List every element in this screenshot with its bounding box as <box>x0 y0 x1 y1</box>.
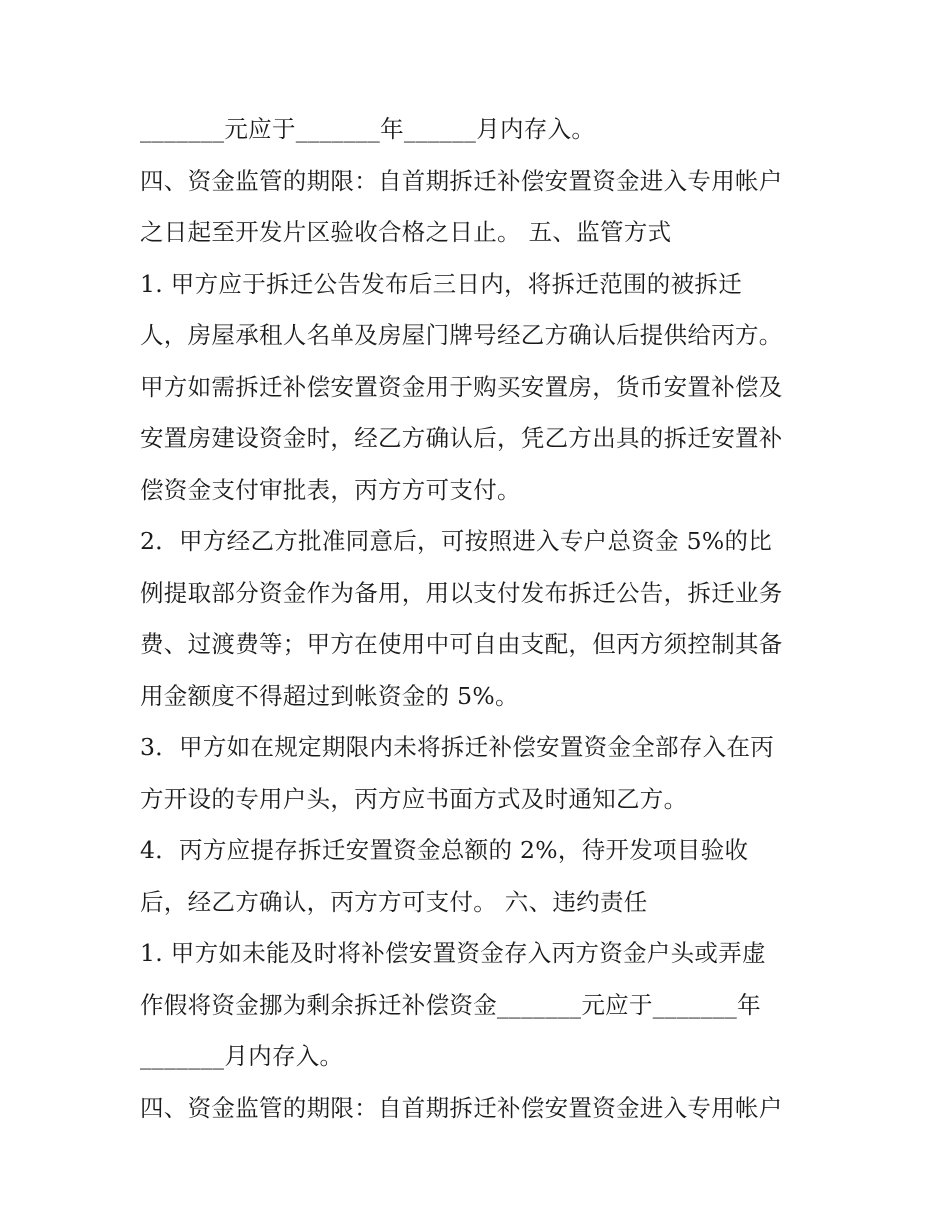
text-line: 四、资金监管的期限：自首期拆迁补偿安置资金进入专用帐户 <box>140 1093 783 1122</box>
text-line: 人，房屋承租人名单及房屋门牌号经乙方确认后提供给丙方。 <box>140 321 783 349</box>
text-line: 安置房建设资金时，经乙方确认后，凭乙方出具的拆迁安置补 <box>140 424 783 452</box>
text-line: 1. 甲方如未能及时将补偿安置资金存入丙方资金户头或弄虚 <box>140 939 766 967</box>
text-line: 用金额度不得超过到帐资金的 5%。 <box>140 681 519 710</box>
text-line: 四、资金监管的期限：自首期拆迁补偿安置资金进入专用帐户 <box>140 166 783 195</box>
text-line: _______元应于_______年______月内存入。 <box>140 115 596 143</box>
text-line: 甲方如需拆迁补偿安置资金用于购买安置房，货币安置补偿及 <box>140 372 783 401</box>
text-line: 方开设的专用户头，丙方应书面方式及时通知乙方。 <box>140 784 688 813</box>
text-line: 4．丙方应提存拆迁安置资金总额的 2%，待开发项目验收 <box>140 836 749 864</box>
text-line: 2．甲方经乙方批准同意后，可按照进入专户总资金 5%的比 <box>140 527 773 555</box>
text-line: 之日起至开发片区验收合格之日止。 五、监管方式 <box>140 218 672 246</box>
text-line: 3．甲方如在规定期限内未将拆迁补偿安置资金全部存入在丙 <box>140 733 775 761</box>
text-line: 后，经乙方确认，丙方方可支付。 六、违约责任 <box>140 887 648 916</box>
text-line: 费、过渡费等；甲方在使用中可自由支配，但丙方须控制其备 <box>140 630 783 658</box>
text-line: 1. 甲方应于拆迁公告发布后三日内，将拆迁范围的被拆迁 <box>140 269 742 298</box>
text-line: 偿资金支付审批表，丙方方可支付。 <box>140 475 521 504</box>
document-body <box>140 104 840 1134</box>
text-line: 例提取部分资金作为备用，用以支付发布拆迁公告，拆迁业务 <box>140 578 783 607</box>
text-line: 作假将资金挪为剩余拆迁补偿资金_______元应于_______年 <box>140 990 761 1019</box>
text-line: _______月内存入。 <box>140 1042 344 1070</box>
